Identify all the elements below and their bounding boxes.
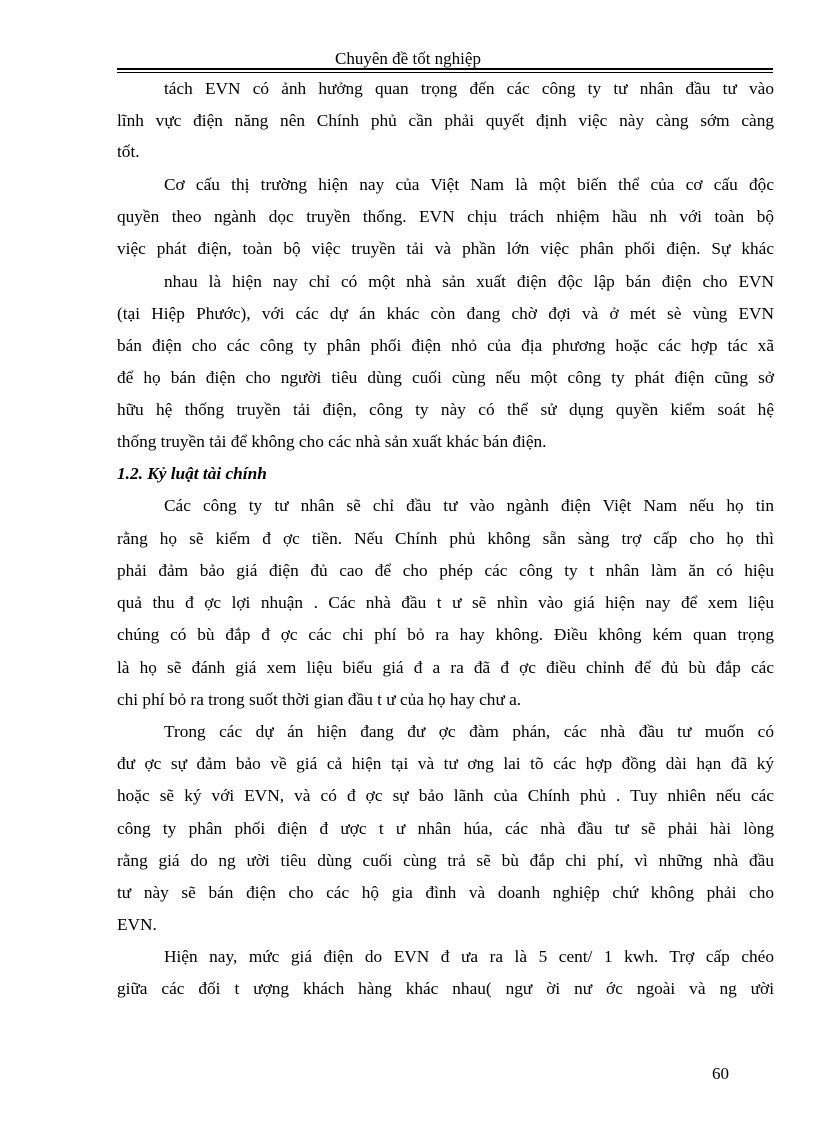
text-line: phải đảm bảo giá điện đủ cao để cho phép các công ty t nhân làm ăn có hiệu bbox=[117, 561, 774, 580]
section-heading: 1.2. Kỷ luật tài chính bbox=[117, 464, 267, 483]
text-line: Hiện nay, mức giá điện do EVN đ ưa ra là 5 cent/ 1 kwh. Trợ cấp chéo bbox=[164, 947, 774, 966]
text-line: hoặc sẽ ký với EVN, và có đ ợc sự bảo lãnh của Chính phủ . Tuy nhiên nếu các bbox=[117, 786, 774, 805]
text-line: tư này sẽ bán điện cho các hộ gia đình và doanh nghiệp chứ không phải cho bbox=[117, 883, 774, 902]
text-line: để họ bán điện cho người tiêu dùng cuối cùng nếu một công ty phát điện cũng sở bbox=[117, 368, 774, 387]
text-line: bán điện cho các công ty phân phối điện nhỏ của địa phương hoặc các hợp tác xã bbox=[117, 336, 774, 355]
text-line: rằng họ sẽ kiếm đ ợc tiền. Nếu Chính phủ không sẵn sàng trợ cấp cho họ thì bbox=[117, 529, 774, 548]
text-line: chúng có bù đắp đ ợc các chi phí bỏ ra hay không. Điều không kém quan trọng bbox=[117, 625, 774, 644]
text-line: Các công ty tư nhân sẽ chỉ đầu tư vào ngành điện Việt Nam nếu họ tin bbox=[164, 496, 774, 515]
header-rule-thin bbox=[117, 72, 773, 73]
text-line: quả thu đ ợc lợi nhuận . Các nhà đầu t ư sẽ nhìn vào giá hiện nay để xem liệu bbox=[117, 593, 774, 612]
text-line: quyền theo ngành dọc truyền thống. EVN chịu trách nhiệm hầu nh với toàn bộ bbox=[117, 207, 774, 226]
text-line: lĩnh vực điện năng nên Chính phủ cần phải quyết định việc này càng sớm càng bbox=[117, 111, 774, 130]
text-line: công ty phân phối điện đ ược t ư nhân húa, các nhà đầu tư sẽ phải hài lòng bbox=[117, 819, 774, 838]
text-line: (tại Hiệp Phước), với các dự án khác còn đang chờ đợi và ở mét sè vùng EVN bbox=[117, 304, 774, 323]
text-line: EVN. bbox=[117, 915, 157, 934]
text-line: đư ợc sự đảm bảo về giá cả hiện tại và tư ơng lai tõ các hợp đồng dài hạn đã ký bbox=[117, 754, 774, 773]
text-line: chi phí bỏ ra trong suốt thời gian đầu t ư của họ hay chư a. bbox=[117, 690, 522, 709]
text-line: tốt. bbox=[117, 142, 140, 161]
header-rule-thick bbox=[117, 68, 773, 70]
text-line: là họ sẽ đánh giá xem liệu biểu giá đ a ra đã đ ợc điều chỉnh để đủ bù đắp các bbox=[117, 658, 774, 677]
text-line: tách EVN có ảnh hưởng quan trọng đến các công ty tư nhân đầu tư vào bbox=[164, 79, 774, 98]
text-line: hữu hệ thống truyền tải điện, công ty này có thể sử dụng quyền kiểm soát hệ bbox=[117, 400, 774, 419]
text-line: nhau là hiện nay chỉ có một nhà sản xuất điện độc lập bán điện cho EVN bbox=[164, 272, 774, 291]
page-number: 60 bbox=[712, 1064, 729, 1083]
text-line: giữa các đối t ượng khách hàng khác nhau( ngư ời nư ớc ngoài và ng ười bbox=[117, 979, 774, 998]
text-line: thống truyền tải để không cho các nhà sản xuất khác bán điện. bbox=[117, 432, 547, 451]
text-line: rằng giá do ng ười tiêu dùng cuối cùng trả sẽ bù đắp chi phí, vì những nhà đầu bbox=[117, 851, 774, 870]
text-line: Trong các dự án hiện đang đư ợc đàm phán, các nhà đầu tư muốn có bbox=[164, 722, 774, 741]
text-line: Cơ cấu thị trường hiện nay của Việt Nam là một biến thể của cơ cấu độc bbox=[164, 175, 774, 194]
page-header-title: Chuyên đề tốt nghiệp bbox=[335, 49, 481, 68]
text-line: việc phát điện, toàn bộ việc truyền tải và phần lớn việc phân phối điện. Sự khác bbox=[117, 239, 774, 258]
